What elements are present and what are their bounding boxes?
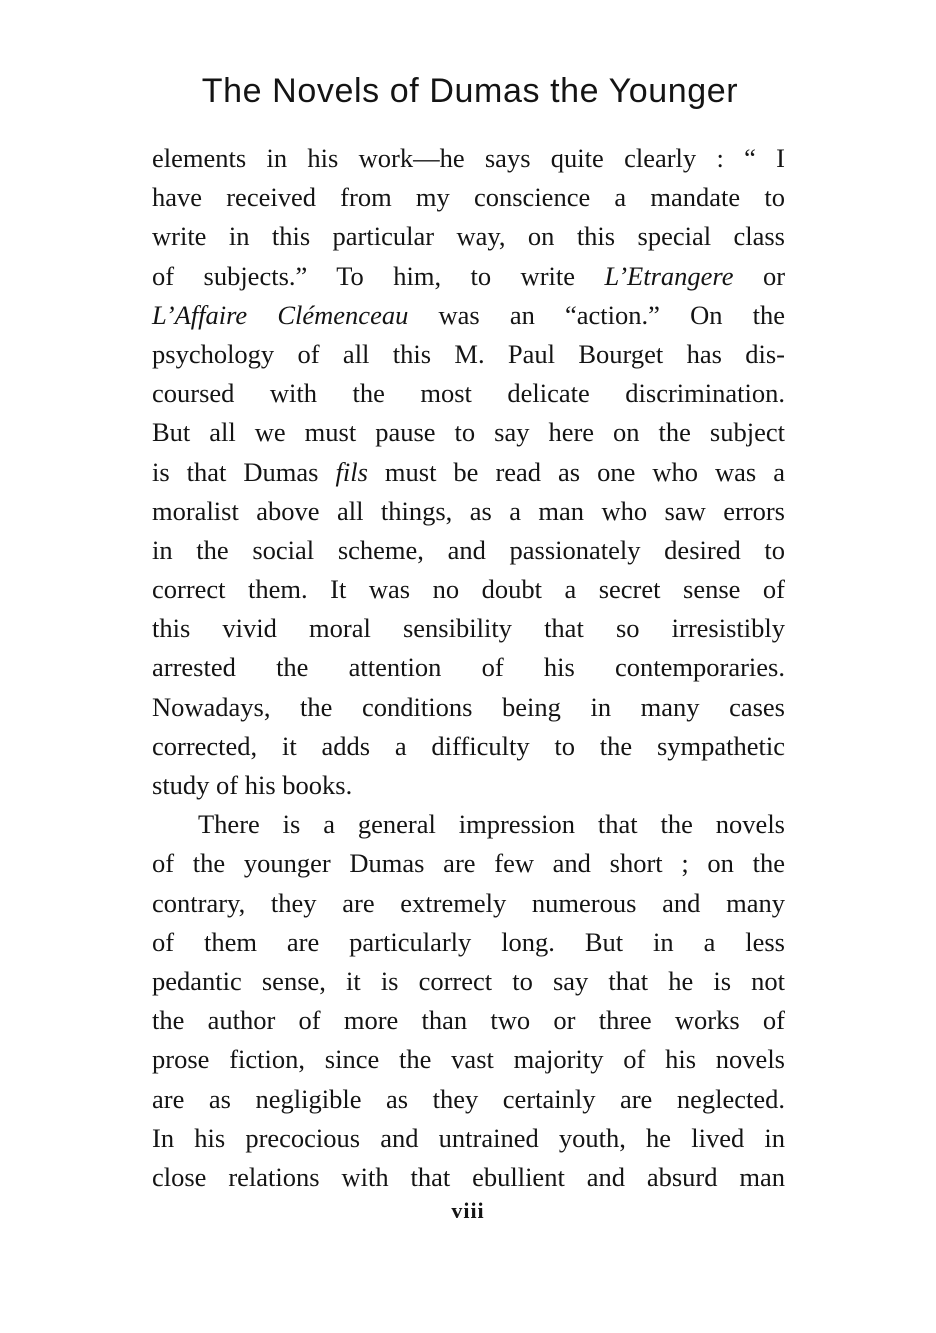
text-segment: was an “action.” On the (438, 299, 785, 330)
text-line: There is a general impression that the novels (198, 809, 785, 840)
text-segment: must be read as one who was a (384, 456, 785, 487)
text-line: coursed with the most delicate discrimination. (152, 378, 785, 409)
text-line: corrected, it adds a difficulty to the sympathetic (152, 730, 785, 761)
body-text (152, 139, 785, 1197)
text-line: this vivid moral sensibility that so irresistibly (152, 613, 785, 644)
paragraph (152, 805, 785, 1197)
text-line: pedantic sense, it is correct to say that he is not (152, 965, 785, 996)
text-segment: is that Dumas (152, 456, 319, 487)
italic-title: L’Etrangere (604, 260, 734, 291)
text-line: the author of more than two or three works of (152, 1005, 785, 1036)
text-line: of them are particularly long. But in a less (152, 926, 785, 957)
page-number: viii (451, 1198, 485, 1223)
text-line: contrary, they are extremely numerous and many (152, 887, 785, 918)
text-line: close relations with that ebullient and absurd man (152, 1161, 785, 1192)
text-line: study of his books. (152, 770, 353, 800)
text-line: of the younger Dumas are few and short ; on the (152, 848, 785, 879)
text-line: In his precocious and untrained youth, he lived in (152, 1122, 785, 1153)
text-line (152, 453, 785, 492)
text-segment: of subjects.” To him, to write (152, 260, 576, 291)
text-line (152, 257, 785, 296)
italic-title: L’Affaire Clémenceau (152, 299, 409, 330)
text-line (152, 296, 785, 335)
text-segment: or (762, 260, 786, 291)
text-line: have received from my conscience a mandate to (152, 182, 785, 213)
text-line: Nowadays, the conditions being in many cases (152, 691, 785, 722)
text-line: moralist above all things, as a man who saw errors (152, 495, 785, 526)
text-line: elements in his work—he says quite clearly : “ I (152, 143, 785, 173)
text-line: write in this particular way, on this special class (152, 221, 785, 252)
italic-word: fils (335, 456, 368, 487)
text-line: correct them. It was no doubt a secret sense of (152, 574, 785, 605)
text-line: But all we must pause to say here on the subject (152, 417, 785, 448)
text-line: prose fiction, since the vast majority of his novels (152, 1044, 785, 1075)
text-line: in the social scheme, and passionately desired to (152, 534, 785, 565)
running-head: The Novels of Dumas the Younger (201, 72, 739, 110)
text-line: arrested the attention of his contemporaries. (152, 652, 785, 683)
text-line: are as negligible as they certainly are neglected. (152, 1083, 785, 1114)
text-line: psychology of all this M. Paul Bourget has dis- (152, 338, 785, 369)
paragraph (152, 139, 785, 805)
